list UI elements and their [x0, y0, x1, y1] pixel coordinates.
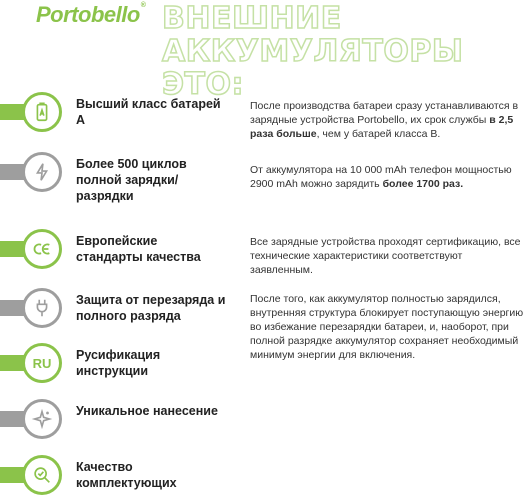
feature-description — [250, 292, 528, 362]
feature-label: Русификация инструкции — [76, 348, 161, 378]
description-text: После производства батареи сразу устанавливаются в зарядные устройства Portobello, их срок службы — [250, 100, 519, 126]
feature-label: Уникальное нанесение — [76, 404, 218, 418]
feature-description — [250, 235, 528, 277]
feature-label: Более 500 циклов полной зарядки/ разрядки — [76, 157, 187, 203]
description-text: После того, как аккумулятор полностью зарядился, внутренняя структура блокирует поступающую энергию во избежание перезарядки батареи, и, наоборот, при полной разрядке аккумулятор сохраняет необходимый минимум энергии для включения. — [250, 293, 524, 361]
feature-label: Качество комплектующих — [76, 460, 177, 490]
feature-label: Европейские стандарты качества — [76, 234, 201, 264]
plug-icon — [22, 288, 62, 328]
emphasis-text: в 2,5 раза больше — [250, 114, 514, 140]
lightning-icon — [22, 152, 62, 192]
ce-mark-icon — [22, 229, 62, 269]
description-text: , чем у батарей класса В. — [316, 128, 441, 140]
ru-badge-icon: RU — [22, 343, 62, 383]
emphasis-text: более 1700 раз. — [382, 178, 464, 190]
battery-a-icon — [22, 92, 62, 132]
brand-logo: Portobello® — [36, 2, 146, 27]
feature-description — [250, 163, 528, 191]
description-text: Все зарядные устройства проходят сертификацию, все технические характеристики соответствуют заявленным. — [250, 236, 521, 276]
feature-description — [250, 99, 528, 141]
magnifier-check-icon — [22, 455, 62, 495]
description-text: От аккумулятора на 10 000 mAh телефон мощностью 2900 mAh можно зарядить — [250, 164, 512, 190]
page-title: ВНЕШНИЕ АККУМУЛЯТОРЫ ЭТО: — [162, 1, 464, 102]
feature-label: Высший класс батарей А — [76, 97, 221, 127]
sparkle-icon — [22, 399, 62, 439]
feature-label: Защита от перезаряда и полного разряда — [76, 293, 226, 323]
